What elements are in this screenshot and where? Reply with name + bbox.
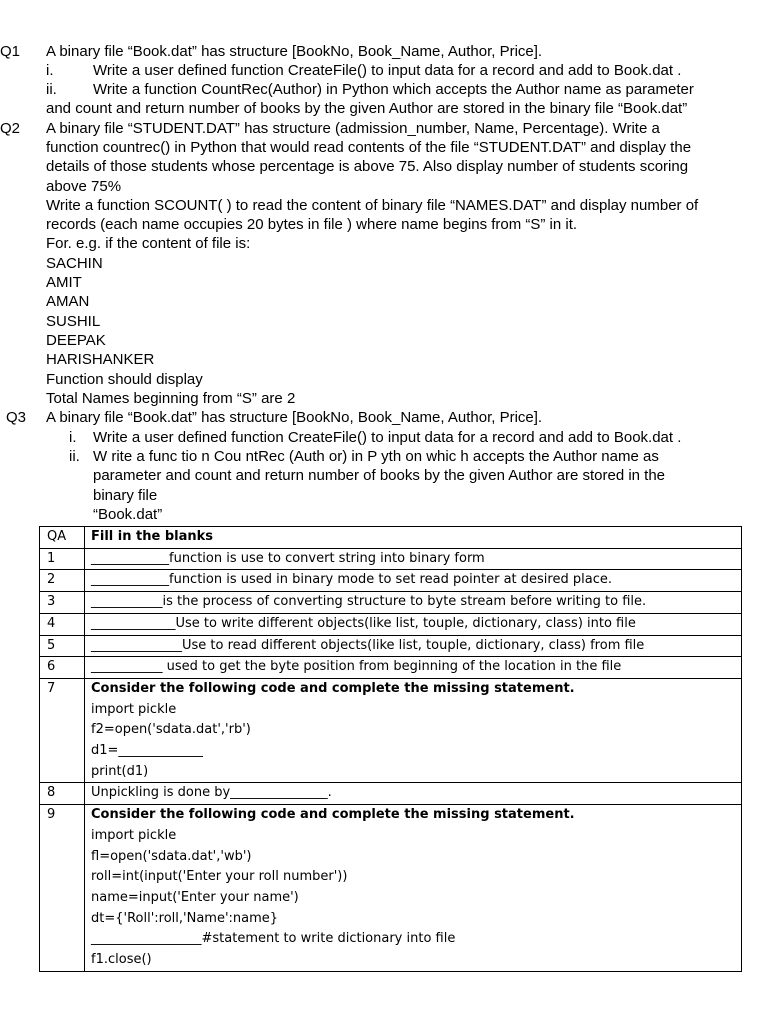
table-header-row — [40, 527, 742, 549]
table-row — [40, 613, 742, 635]
row-number: 7 — [40, 678, 85, 783]
q1-item-i-num: i. — [46, 62, 54, 79]
q2-name: HARISHANKER — [46, 351, 155, 368]
q3-item-ii-text: parameter and count and return number of books by the given Author are stored in the — [93, 467, 666, 484]
q2-line: A binary file “STUDENT.DAT” has structure (admission_number, Name, Percentage). Write a — [46, 120, 660, 137]
q3-label: Q3 — [6, 409, 27, 426]
q1-item-ii-text: Write a function CountRec(Author) in Python which accepts the Author name as parameter — [93, 81, 694, 98]
q1-item-ii-num: ii. — [46, 81, 57, 98]
table-row — [40, 657, 742, 679]
q3-item-ii-text: binary file — [93, 487, 158, 504]
q3-item-ii-text: “Book.dat” — [93, 506, 163, 523]
row-text: ___________is the process of converting structure to byte stream before writing to file. — [85, 592, 742, 614]
q2-line: records (each name occupies 20 bytes in file ) where name begins from “S” in it. — [46, 216, 578, 233]
row-text: ____________function is use to convert string into binary form — [85, 548, 742, 570]
row-code-block — [85, 805, 742, 972]
table-row — [40, 635, 742, 657]
code-line: import pickle — [91, 827, 177, 843]
q2-line: details of those students whose percentage is above 75. Also display number of students scoring — [46, 158, 689, 175]
row-text: ______________Use to read different objects(like list, touple, dictionary, class) from file — [85, 635, 742, 657]
q2-name: AMIT — [46, 274, 82, 291]
table-row — [40, 548, 742, 570]
q2-line: Function should display — [46, 371, 203, 388]
table-row — [40, 678, 742, 783]
q1-continuation: and count and return number of books by the given Author are stored in the binary file “Book.dat” — [46, 100, 688, 117]
code-line: f1.close() — [91, 952, 152, 968]
row-number: 2 — [40, 570, 85, 592]
q2-line: function countrec() in Python that would read contents of the file “STUDENT.DAT” and display the — [46, 139, 692, 156]
q2-name: AMAN — [46, 293, 90, 310]
code-line: fl=open('sdata.dat','wb') — [91, 848, 252, 864]
row-number: 5 — [40, 635, 85, 657]
row-text: ___________ used to get the byte position from beginning of the location in the file — [85, 657, 742, 679]
row-number: 6 — [40, 657, 85, 679]
q1-label: Q1 — [0, 43, 21, 60]
q2-name: DEEPAK — [46, 332, 106, 349]
table-row — [40, 592, 742, 614]
q3-stem: A binary file “Book.dat” has structure [BookNo, Book_Name, Author, Price]. — [46, 409, 543, 426]
q3-item-ii-text: W rite a func tio n Cou ntRec (Auth or) in P yth on whic h accepts the Author name as — [93, 448, 659, 465]
code-line: roll=int(input('Enter your roll number')) — [91, 869, 348, 885]
code-line: d1=_____________ — [91, 743, 203, 759]
code-line: dt={'Roll':roll,'Name':name} — [91, 910, 279, 926]
q2-line: Write a function SCOUNT( ) to read the content of binary file “NAMES.DAT” and display number of — [46, 197, 699, 214]
row-instruction: Consider the following code and complete the missing statement. — [91, 680, 575, 696]
row-text: _____________Use to write different objects(like list, touple, dictionary, class) into file — [85, 613, 742, 635]
header-qa: QA — [40, 527, 85, 549]
table-row — [40, 805, 742, 972]
table-row — [40, 570, 742, 592]
q3-item-ii-num: ii. — [69, 448, 80, 465]
code-line: import pickle — [91, 701, 177, 717]
header-title: Fill in the blanks — [85, 527, 742, 549]
row-text: ____________function is used in binary mode to set read pointer at desired place. — [85, 570, 742, 592]
q2-label: Q2 — [0, 120, 21, 137]
q2-name: SUSHIL — [46, 313, 101, 330]
q3-item-i-num: i. — [69, 429, 77, 446]
code-line: f2=open('sdata.dat','rb') — [91, 722, 251, 738]
fill-in-blanks-table — [39, 526, 742, 972]
row-number: 1 — [40, 548, 85, 570]
row-text: Unpickling is done by_______________. — [85, 783, 742, 805]
code-line: _________________#statement to write dictionary into file — [91, 931, 456, 947]
row-number: 8 — [40, 783, 85, 805]
q1-item-i-text: Write a user defined function CreateFile() to input data for a record and add to Book.dat . — [93, 62, 682, 79]
row-number: 3 — [40, 592, 85, 614]
code-line: name=input('Enter your name') — [91, 889, 299, 905]
row-instruction: Consider the following code and complete the missing statement. — [91, 807, 575, 823]
q1-stem: A binary file “Book.dat” has structure [BookNo, Book_Name, Author, Price]. — [46, 43, 543, 60]
q2-line: Total Names beginning from “S” are 2 — [46, 390, 296, 407]
table-row — [40, 783, 742, 805]
code-line: print(d1) — [91, 763, 149, 779]
q3-item-i-text: Write a user defined function CreateFile() to input data for a record and add to Book.dat . — [93, 429, 682, 446]
q2-name: SACHIN — [46, 255, 103, 272]
row-number: 9 — [40, 805, 85, 972]
row-code-block — [85, 678, 742, 783]
q2-line: For. e.g. if the content of file is: — [46, 235, 251, 252]
row-number: 4 — [40, 613, 85, 635]
q2-line: above 75% — [46, 178, 122, 195]
